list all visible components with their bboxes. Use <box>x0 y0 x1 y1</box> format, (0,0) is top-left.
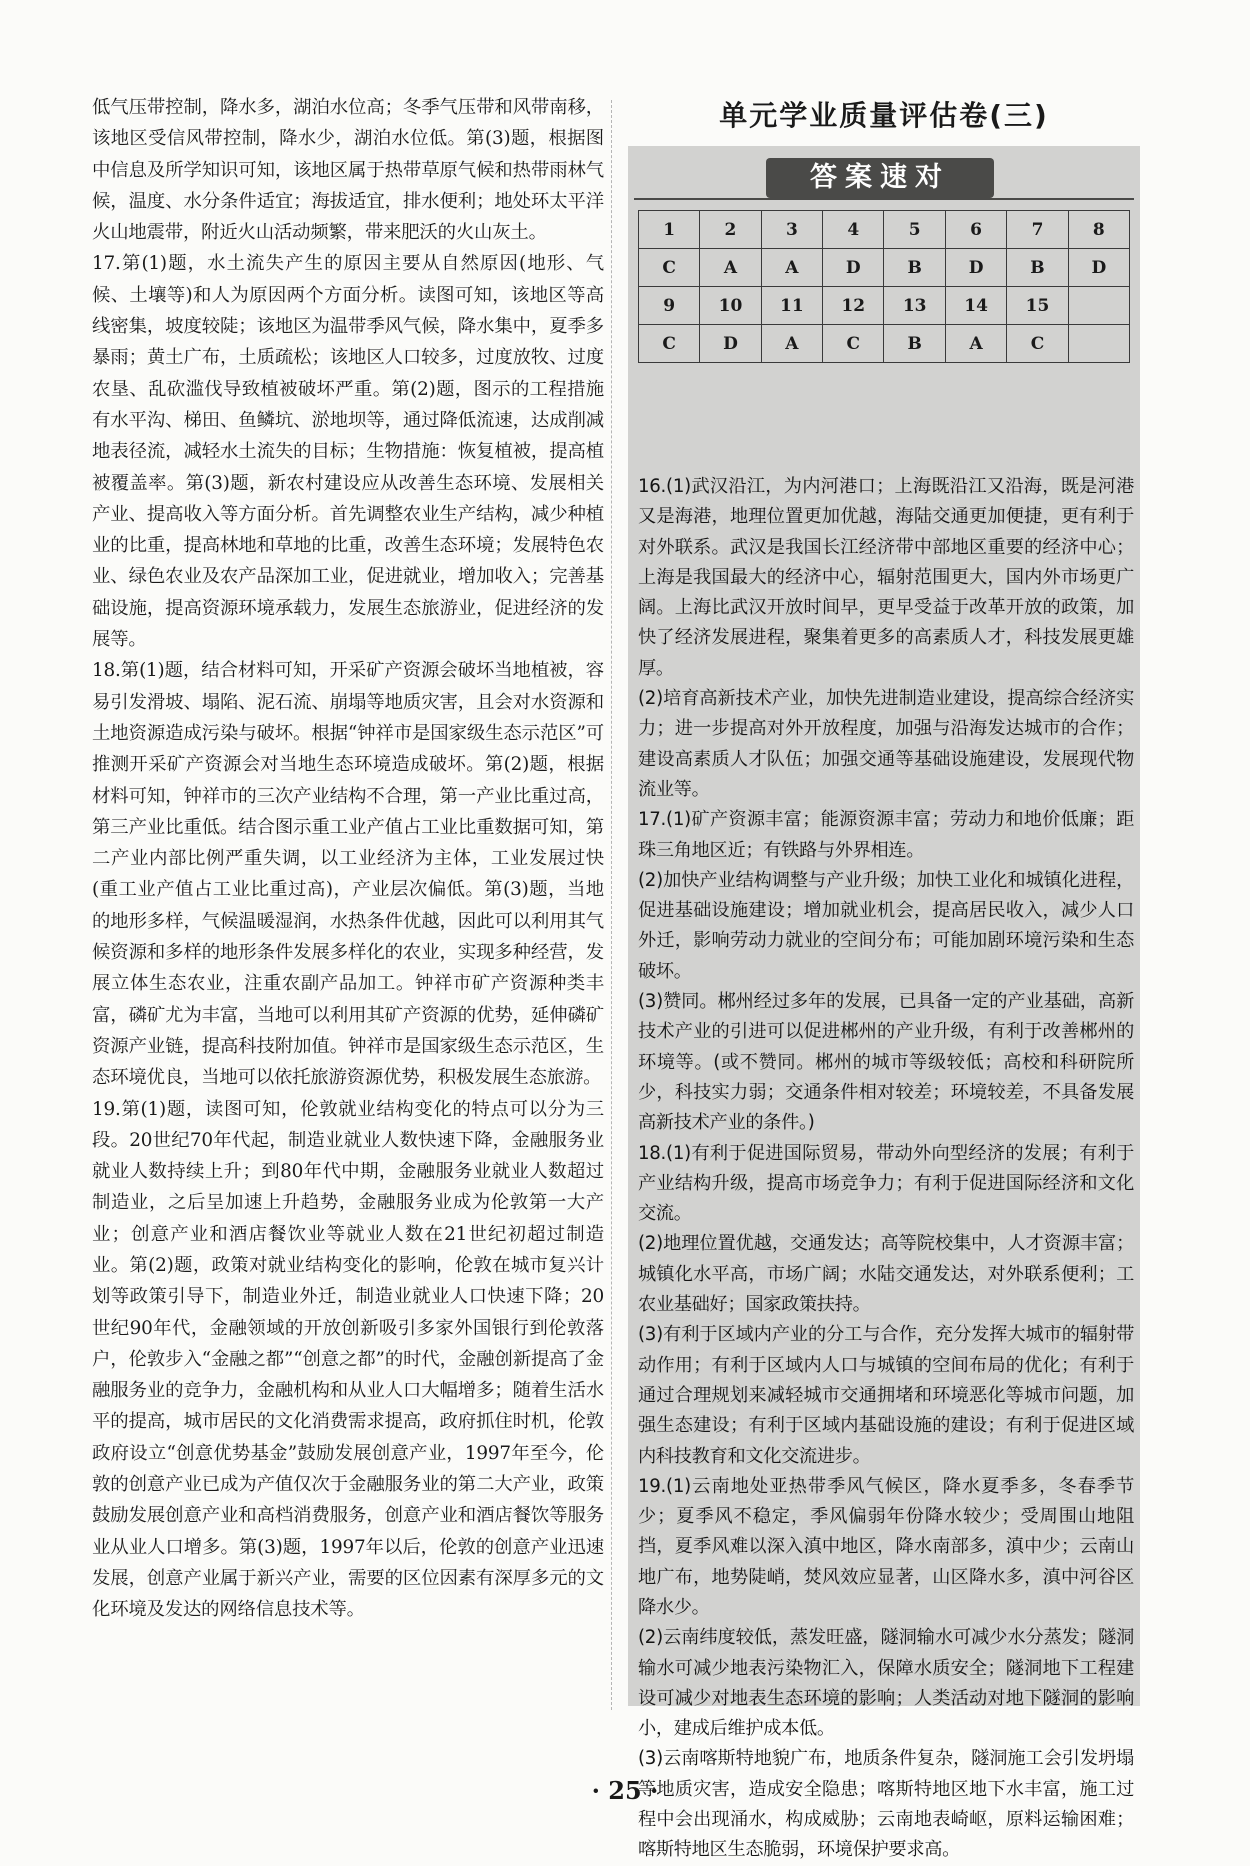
right-column <box>628 92 1140 1861</box>
right-paragraph: (2)培育高新技术产业，加快先进制造业建设，提高综合经济实力；进一步提高对外开放程度，加强与沿海发达城市的合作；建设高素质人才队伍；加强交通等基础设施建设，发展现代物流业等。 <box>638 688 1134 800</box>
table-cell: C <box>639 325 700 363</box>
right-answer-text <box>638 472 1134 1866</box>
left-column <box>92 92 604 1626</box>
table-cell <box>1068 287 1129 325</box>
table-cell: A <box>700 249 761 287</box>
left-paragraph: 19.第(1)题，读图可知，伦敦就业结构变化的特点可以分为三段。20世纪70年代起，制造业就业人数快速下降，金融服务业就业人数持续上升；到80年代中期，金融服务业就业人数超过制造业，之后呈加速上升趋势，金融服务业成为伦敦第一大产业；创意产业和酒店餐饮业等就业人数在21世纪初超过制造业。第(2)题，政策对就业结构变化的影响，伦敦在城市复兴计划等政策引导下，制造业外迁，制造业就业人口快速下降；20世纪90年代，金融领域的开放创新吸引多家外国银行到伦敦落户，伦敦步入“金融之都”“创意之都”的时代，金融创新提高了金融服务业的竞争力，金融机构和从业人口大幅增多；随着生活水平的提高，城市居民的文化消费需求提高，政府抓住时机，伦敦政府设立“创意优势基金”鼓励发展创意产业，1997年至今，伦敦的创意产业已成为产值仅次于金融服务业的第二大产业，政策鼓励发展创意产业和高档消费服务，创意产业和酒店餐饮等服务业从业人口增多。第(3)题，1997年以后，伦敦的创意产业迅速发展，创意产业属于新兴产业，需要的区位因素有深厚多元的文化环境及发达的网络信息技术等。 <box>92 1098 604 1621</box>
table-cell: 10 <box>700 287 761 325</box>
answer-box <box>628 146 1140 1861</box>
table-cell: A <box>945 325 1006 363</box>
banner-label: 答案速对 <box>766 158 994 198</box>
table-cell: D <box>945 249 1006 287</box>
left-paragraph: 17.第(1)题，水土流失产生的原因主要从自然原因(地形、气候、土壤等)和人为原因两个方面分析。读图可知，该地区等高线密集，坡度较陡；该地区为温带季风气候，降水集中，夏季多暴雨；黄土广布，土质疏松；该地区人口较多，过度放牧、过度农垦、乱砍滥伐导致植被破坏严重。第(2)题，图示的工程措施有水平沟、梯田、鱼鳞坑、淤地坝等，通过降低流速，达成削减地表径流，减轻水土流失的目标；生物措施：恢复植被，提高植被覆盖率。第(3)题，新农村建设应从改善生态环境、发展相关产业、提高收入等方面分析。首先调整农业生产结构，减少种植业的比重，提高林地和草地的比重，改善生态环境；发展特色农业、绿色农业及农产品深加工业，促进就业，增加收入；完善基础设施，提高资源环境承载力，发展生态旅游业，促进经济的发展等。 <box>92 253 604 651</box>
table-cell: D <box>700 325 761 363</box>
left-paragraph: 18.第(1)题，结合材料可知，开采矿产资源会破坏当地植被，容易引发滑坡、塌陷、泥石流、崩塌等地质灾害，且会对水资源和土地资源造成污染与破坏。根据“钟祥市是国家级生态示范区”可推测开采矿产资源会对当地生态环境造成破坏。第(2)题，根据材料可知，钟祥市的三次产业结构不合理，第一产业比重过高，第三产业比重低。结合图示重工业产值占工业比重数据可知，第二产业内部比例严重失调，以工业经济为主体，工业发展过快(重工业产值占工业比重过高)，产业层次偏低。第(3)题，当地的地形多样，气候温暖湿润，水热条件优越，因此可以利用其气候资源和多样的地形条件发展多样化的农业，实现多种经营，发展立体生态农业，注重农副产品加工。钟祥市矿产资源种类丰富，磷矿尤为丰富，当地可以利用其矿产资源的优势，延伸磷矿资源产业链，提高科技附加值。钟祥市是国家级生态示范区，生态环境优良，当地可以依托旅游资源优势，积极发展生态旅游。 <box>92 660 604 1089</box>
table-cell: 12 <box>823 287 884 325</box>
table-cell: D <box>1068 249 1129 287</box>
table-cell <box>1068 325 1129 363</box>
table-cell: 2 <box>700 211 761 249</box>
left-paragraph: 低气压带控制，降水多，湖泊水位高；冬季气压带和风带南移，该地区受信风带控制，降水少，湖泊水位低。第(3)题，根据图中信息及所学知识可知，该地区属于热带草原气候和热带雨林气候，温度、水分条件适宜；海拔适宜，排水便利；地处环太平洋火山地震带，附近火山活动频繁，带来肥沃的火山灰土。 <box>92 97 604 244</box>
table-cell: D <box>823 249 884 287</box>
answer-banner <box>628 146 1140 202</box>
table-cell: A <box>761 249 822 287</box>
banner-rule <box>634 198 1134 200</box>
table-cell: 4 <box>823 211 884 249</box>
table-row <box>639 249 1130 287</box>
right-paragraph: (2)云南纬度较低，蒸发旺盛，隧洞输水可减少水分蒸发；隧洞输水可减少地表污染物汇入，保障水质安全；隧洞地下工程建设可减少对地表生态环境的影响；人类活动对地下隧洞的影响小，建成后维护成本低。 <box>638 1627 1134 1740</box>
right-paragraph: (3)有利于区域内产业的分工与合作，充分发挥大城市的辐射带动作用；有利于区域内人口与城镇的空间布局的优化；有利于通过合理规划来减轻城市交通拥堵和环境恶化等城市问题，加强生态建设；有利于区域内基础设施的建设；有利于促进区域内科技教育和文化交流进步。 <box>638 1324 1134 1467</box>
table-cell: C <box>639 249 700 287</box>
table-cell: 9 <box>639 287 700 325</box>
table-cell: 11 <box>761 287 822 325</box>
table-cell: C <box>1007 325 1068 363</box>
table-cell: 6 <box>945 211 1006 249</box>
table-cell: 14 <box>945 287 1006 325</box>
table-cell: B <box>1007 249 1068 287</box>
table-cell: 7 <box>1007 211 1068 249</box>
table-cell: 5 <box>884 211 945 249</box>
right-paragraph: (3)赞同。郴州经过多年的发展，已具备一定的产业基础，高新技术产业的引进可以促进郴州的产业升级，有利于改善郴州的环境等。(或不赞同。郴州的城市等级较低；高校和科研院所少，科技实力弱；交通条件相对较差；环境较差，不具备发展高新技术产业的条件。) <box>638 991 1134 1134</box>
table-cell: B <box>884 325 945 363</box>
table-row <box>639 211 1130 249</box>
right-paragraph: (3)云南喀斯特地貌广布，地质条件复杂，隧洞施工会引发坍塌等地质灾害，造成安全隐患；喀斯特地区地下水丰富，施工过程中会出现涌水，构成威胁；云南地表崎岖，原料运输困难；喀斯特地区生态脆弱，环境保护要求高。 <box>638 1748 1134 1861</box>
right-paragraph: 19.(1)云南地处亚热带季风气候区，降水夏季多，冬春季节少；夏季风不稳定，季风偏弱年份降水较少；受周围山地阻挡，夏季风难以深入滇中地区，降水南部多，滇中少；云南山地广布，地势陡峭，焚风效应显著，山区降水多，滇中河谷区降水少。 <box>638 1475 1134 1618</box>
page-number: · 25 · <box>591 1776 659 1805</box>
table-cell: A <box>761 325 822 363</box>
table-cell: 1 <box>639 211 700 249</box>
table-cell: 15 <box>1007 287 1068 325</box>
right-paragraph: (2)地理位置优越，交通发达；高等院校集中，人才资源丰富；城镇化水平高，市场广阔；水陆交通发达，对外联系便利；工农业基础好；国家政策扶持。 <box>638 1233 1134 1316</box>
right-paragraph: 16.(1)武汉沿江，为内河港口；上海既沿江又沿海，既是河港又是海港，地理位置更加优越，海陆交通更加便捷，更有利于对外联系。武汉是我国长江经济带中部地区重要的经济中心；上海是我国最大的经济中心，辐射范围更大，国内外市场更广阔。上海比武汉开放时间早，更早受益于改革开放的政策，加快了经济发展进程，聚集着更多的高素质人才，科技发展更雄厚。 <box>638 476 1134 679</box>
table-cell: 13 <box>884 287 945 325</box>
answer-table <box>638 210 1130 363</box>
column-divider <box>611 100 612 1710</box>
right-paragraph: 17.(1)矿产资源丰富；能源资源丰富；劳动力和地价低廉；距珠三角地区近；有铁路与外界相连。 <box>638 809 1134 861</box>
right-paragraph: 18.(1)有利于促进国际贸易，带动外向型经济的发展；有利于产业结构升级，提高市场竞争力；有利于促进国际经济和文化交流。 <box>638 1142 1134 1225</box>
section-title: 单元学业质量评估卷(三) <box>719 99 1049 132</box>
table-cell: B <box>884 249 945 287</box>
table-cell: C <box>823 325 884 363</box>
right-paragraph: (2)加快产业结构调整与产业升级；加快工业化和城镇化进程，促进基础设施建设；增加就业机会，提高居民收入，减少人口外迁，影响劳动力就业的空间分布；可能加剧环境污染和生态破坏。 <box>638 869 1134 982</box>
table-cell: 3 <box>761 211 822 249</box>
table-row <box>639 325 1130 363</box>
table-row <box>639 287 1130 325</box>
table-cell: 8 <box>1068 211 1129 249</box>
left-answer-text <box>92 92 604 1626</box>
